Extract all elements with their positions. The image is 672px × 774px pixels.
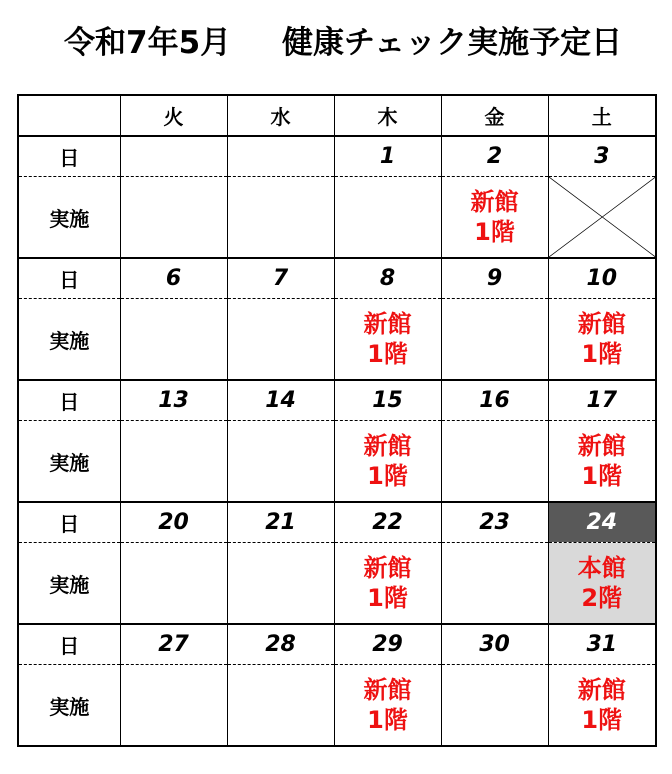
- impl-label: 実施: [18, 543, 120, 625]
- date-cell-fri: 16: [441, 380, 548, 421]
- floor-label: 1階: [581, 706, 623, 734]
- impl-row: [18, 665, 656, 747]
- date-cell-sat: 31: [548, 624, 656, 665]
- building-label: 新館: [577, 432, 626, 460]
- date-cell-tue: 6: [120, 258, 227, 299]
- header-thu: 木: [334, 95, 441, 136]
- impl-cell-wed: [227, 299, 334, 381]
- impl-row: [18, 421, 656, 503]
- closed-cross-icon: [548, 177, 656, 259]
- date-label: 日: [18, 624, 120, 665]
- header-fri: 金: [441, 95, 548, 136]
- impl-cell-tue: [120, 299, 227, 381]
- impl-cell-sat: [548, 299, 656, 381]
- date-cell-fri: 2: [441, 136, 548, 177]
- impl-label: 実施: [18, 177, 120, 259]
- date-row: [18, 136, 656, 177]
- date-cell-wed: [227, 136, 334, 177]
- floor-label: 1階: [581, 340, 623, 368]
- date-cell-fri: 9: [441, 258, 548, 299]
- impl-cell-fri: [441, 665, 548, 747]
- date-cell-tue: [120, 136, 227, 177]
- building-label: 新館: [363, 676, 412, 704]
- impl-cell-fri: [441, 177, 548, 259]
- impl-row: [18, 543, 656, 625]
- impl-cell-tue: [120, 665, 227, 747]
- date-row: [18, 258, 656, 299]
- impl-cell-fri: [441, 421, 548, 503]
- impl-cell-wed: [227, 421, 334, 503]
- building-label: 新館: [577, 676, 626, 704]
- date-cell-sat: 10: [548, 258, 656, 299]
- impl-cell-thu: [334, 299, 441, 381]
- date-cell-thu: 15: [334, 380, 441, 421]
- header-wed: 水: [227, 95, 334, 136]
- impl-label: 実施: [18, 299, 120, 381]
- building-label: 新館: [363, 554, 412, 582]
- impl-cell-fri: [441, 543, 548, 625]
- date-cell-tue: 27: [120, 624, 227, 665]
- page-title: [0, 18, 672, 68]
- floor-label: 2階: [581, 584, 623, 612]
- date-row: [18, 380, 656, 421]
- date-cell-thu: 1: [334, 136, 441, 177]
- date-label: 日: [18, 136, 120, 177]
- date-cell-thu: 8: [334, 258, 441, 299]
- impl-cell-tue: [120, 543, 227, 625]
- floor-label: 1階: [367, 584, 408, 612]
- impl-cell-wed: [227, 177, 334, 259]
- date-cell-wed: 7: [227, 258, 334, 299]
- header-tue: 火: [120, 95, 227, 136]
- impl-cell-tue: [120, 421, 227, 503]
- impl-cell-sat: [548, 543, 656, 625]
- impl-label: 実施: [18, 665, 120, 747]
- impl-cell-thu: [334, 543, 441, 625]
- date-cell-sat: 3: [548, 136, 656, 177]
- date-cell-sat: 24: [548, 502, 656, 543]
- impl-row: [18, 177, 656, 259]
- date-row: [18, 502, 656, 543]
- impl-cell-sat: [548, 421, 656, 503]
- floor-label: 1階: [367, 340, 408, 368]
- impl-cell-fri: [441, 299, 548, 381]
- floor-label: 1階: [581, 462, 623, 490]
- building-label: 新館: [363, 310, 412, 338]
- floor-label: 1階: [367, 706, 408, 734]
- date-cell-wed: 28: [227, 624, 334, 665]
- date-cell-tue: 20: [120, 502, 227, 543]
- date-cell-tue: 13: [120, 380, 227, 421]
- date-cell-sat: 17: [548, 380, 656, 421]
- building-label: 新館: [577, 310, 626, 338]
- date-label: 日: [18, 258, 120, 299]
- impl-row: [18, 299, 656, 381]
- impl-cell-thu: [334, 665, 441, 747]
- header-sat: 土: [548, 95, 656, 136]
- date-label: 日: [18, 380, 120, 421]
- date-cell-thu: 22: [334, 502, 441, 543]
- date-cell-fri: 30: [441, 624, 548, 665]
- building-label: 新館: [363, 432, 412, 460]
- impl-cell-thu: [334, 421, 441, 503]
- impl-cell-wed: [227, 543, 334, 625]
- date-cell-wed: 21: [227, 502, 334, 543]
- header-corner: [18, 95, 120, 136]
- impl-cell-tue: [120, 177, 227, 259]
- title-subject: 健康チェック実施予定日: [282, 25, 623, 61]
- title-month: 令和7年5月: [64, 25, 232, 61]
- building-label: 本館: [577, 554, 626, 582]
- building-label: 新館: [470, 188, 519, 216]
- date-cell-wed: 14: [227, 380, 334, 421]
- header-row: [18, 95, 656, 136]
- impl-cell-thu: [334, 177, 441, 259]
- impl-cell-sat: [548, 665, 656, 747]
- impl-label: 実施: [18, 421, 120, 503]
- date-label: 日: [18, 502, 120, 543]
- impl-cell-wed: [227, 665, 334, 747]
- floor-label: 1階: [474, 218, 515, 246]
- date-cell-fri: 23: [441, 502, 548, 543]
- floor-label: 1階: [367, 462, 408, 490]
- date-row: [18, 624, 656, 665]
- schedule-table: [17, 94, 657, 747]
- date-cell-thu: 29: [334, 624, 441, 665]
